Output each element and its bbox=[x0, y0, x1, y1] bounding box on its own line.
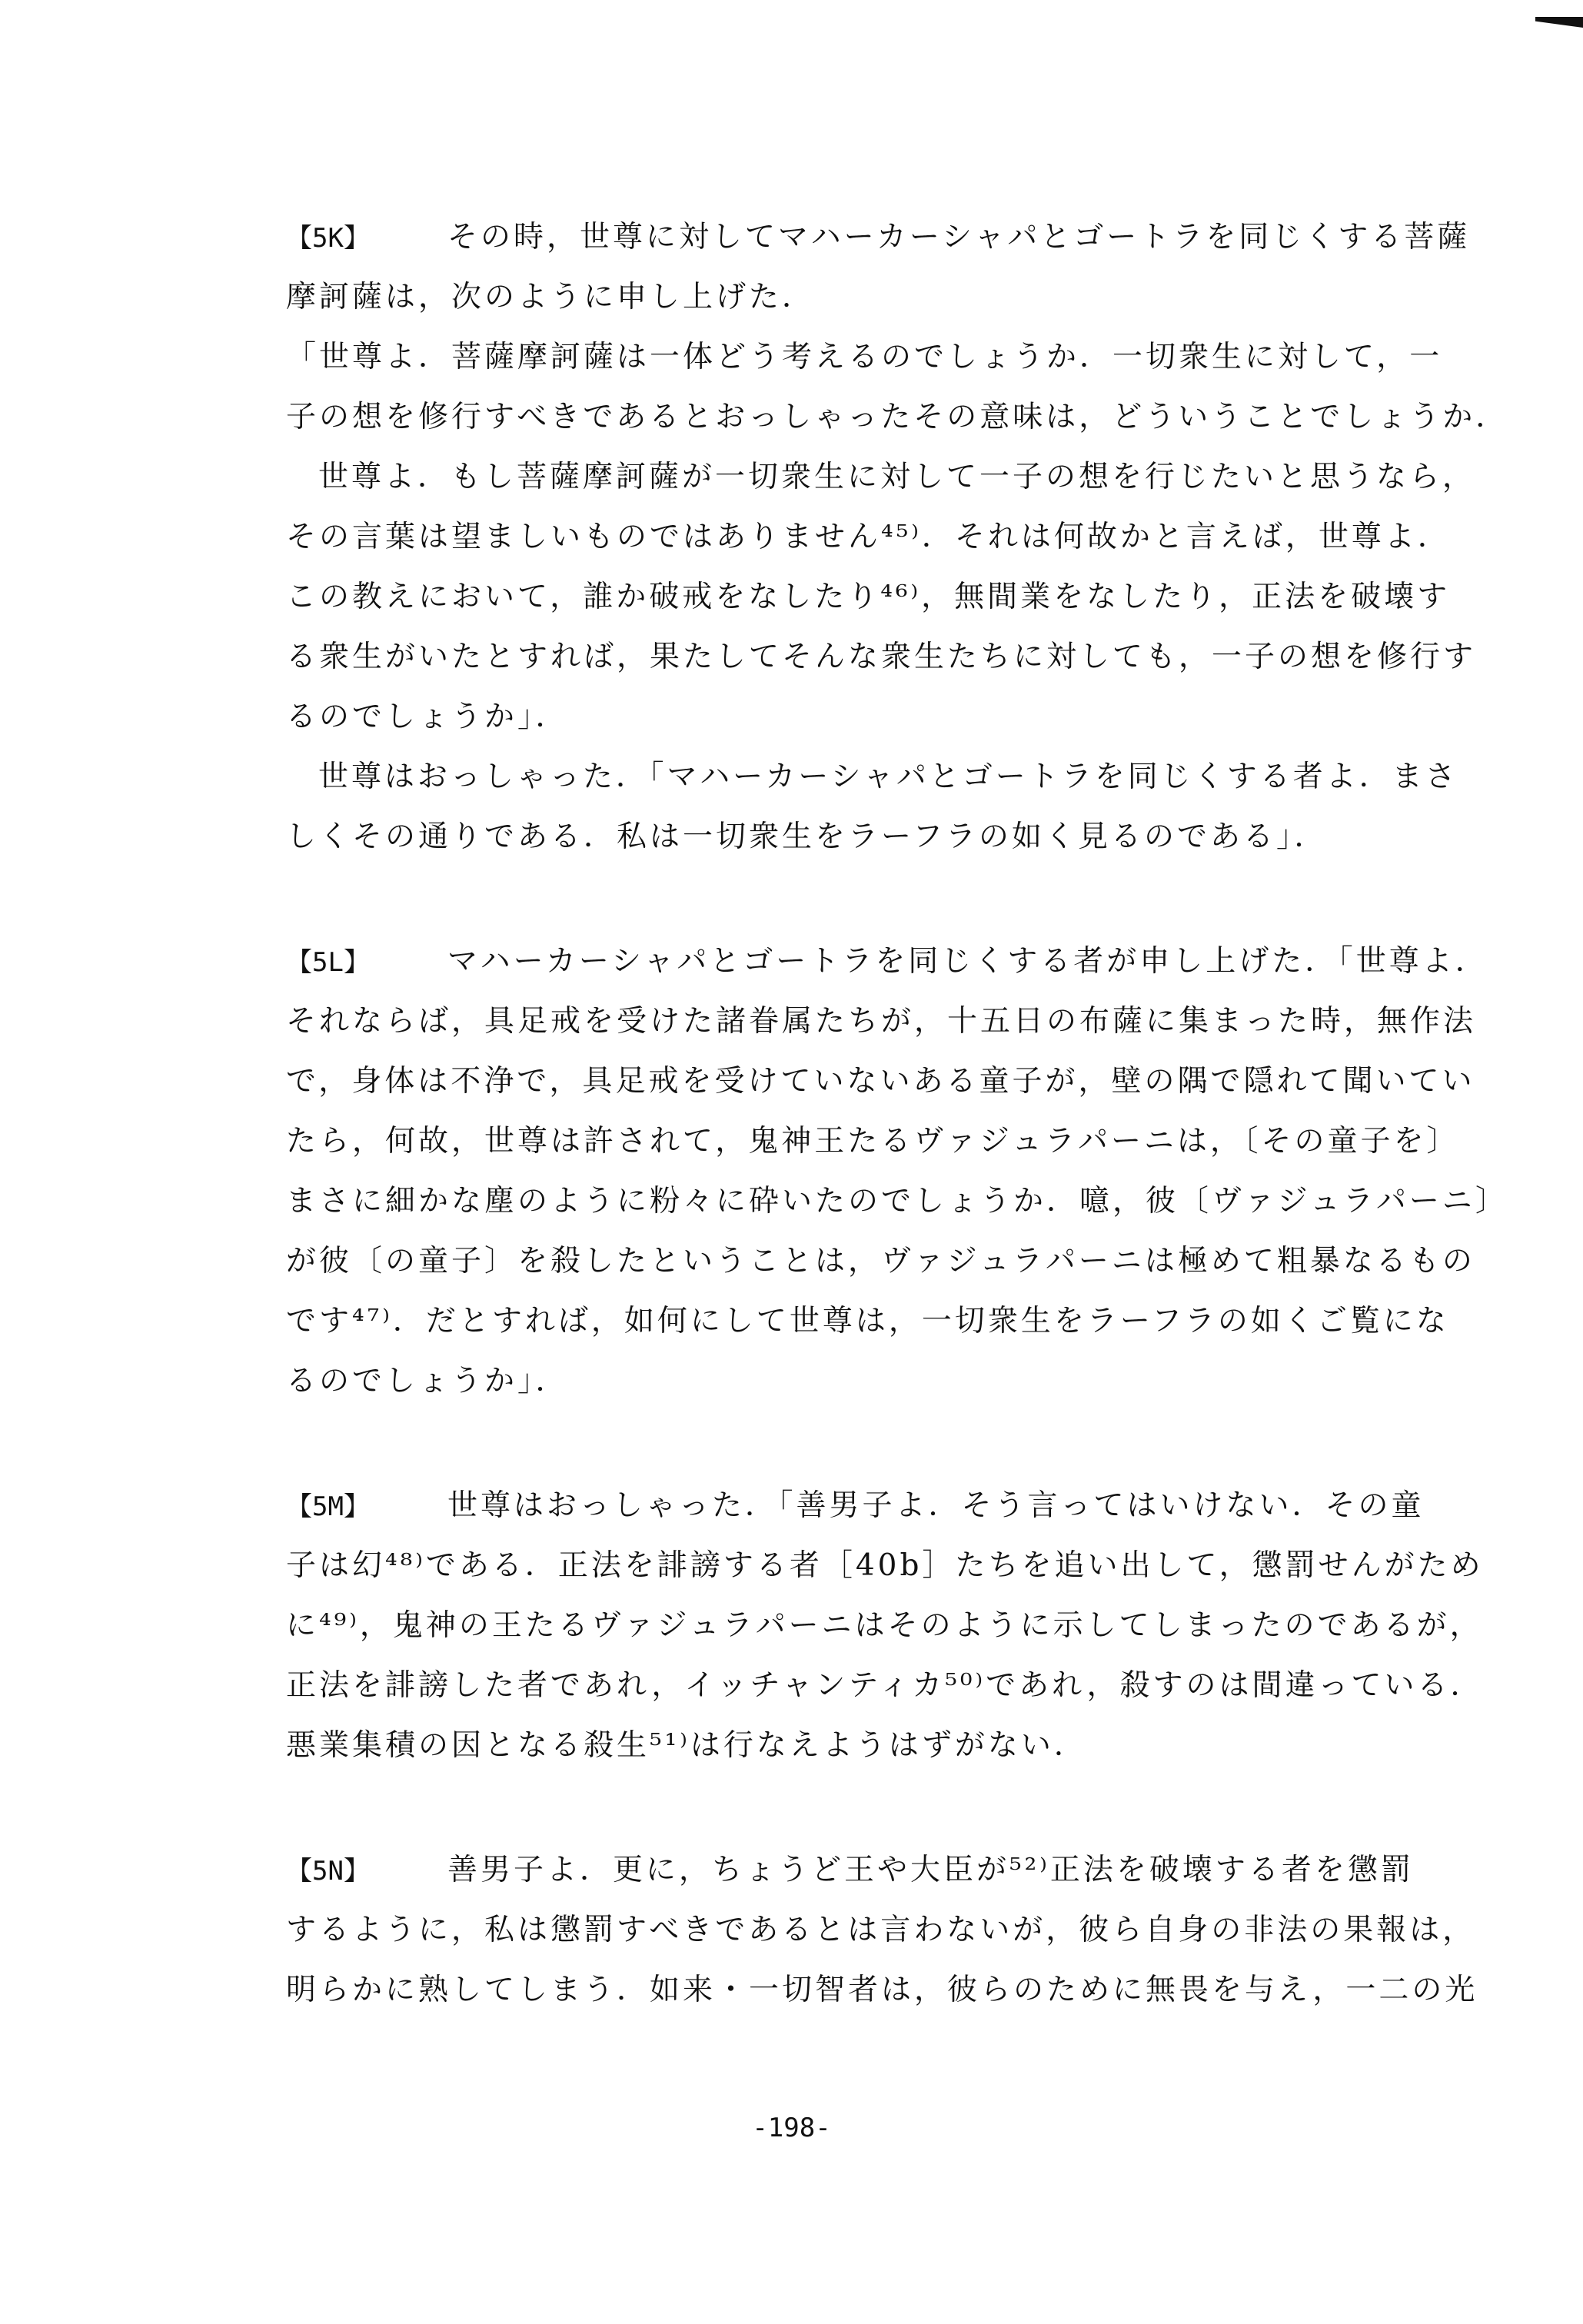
section-first-line: その時，世尊に対してマハーカーシャパとゴートラを同じくする菩薩 bbox=[447, 220, 1471, 254]
document-body bbox=[286, 208, 1509, 2020]
section-first-line: 世尊はおっしゃった．「善男子よ．そう言ってはいけない．その童 bbox=[447, 1488, 1425, 1523]
text-line: 世尊よ．もし菩薩摩訶薩が一切衆生に対して一子の想を行じたいと思うなら， bbox=[318, 460, 1476, 494]
text-line: に⁴⁹⁾，鬼神の王たるヴァジュラパーニはそのように示してしまったのであるが， bbox=[286, 1608, 1483, 1643]
text-line: 世尊はおっしゃった．「マハーカーシャパとゴートラを同じくする者よ．まさ bbox=[318, 760, 1458, 794]
section-gap bbox=[286, 1411, 1485, 1476]
text-line bbox=[286, 1476, 1485, 1536]
section-first-line: 善男子よ．更に，ちょうど王や大臣が⁵²⁾正法を破壊する者を懲罰 bbox=[447, 1853, 1414, 1887]
section-gap bbox=[286, 867, 1485, 932]
text-line: するように，私は懲罰すべきであるとは言わないが，彼ら自身の非法の果報は， bbox=[286, 1913, 1476, 1947]
text-line: 「世尊よ．菩薩摩訶薩は一体どう考えるのでしょうか．一切衆生に対して，一 bbox=[286, 340, 1443, 374]
text-line: 子は幻⁴⁸⁾である．正法を誹謗する者［40b］たちを追い出して，懲罰せんがため bbox=[286, 1548, 1484, 1583]
text-line: まさに細かな塵のように粉々に砕いたのでしょうか．噫，彼〔ヴァジュラパーニ〕 bbox=[286, 1184, 1508, 1219]
text-line: で，身体は不浄で，具足戒を受けていないある童子が，壁の隅で隠れて聞いてい bbox=[286, 1064, 1475, 1099]
text-line bbox=[286, 208, 1485, 268]
page-corner-mark bbox=[1535, 17, 1583, 28]
section-label: 【5L】 bbox=[286, 947, 370, 978]
section-5m bbox=[286, 1476, 1485, 1776]
section-5l bbox=[286, 932, 1508, 1411]
text-line: るのでしょうか」． bbox=[286, 1364, 569, 1398]
page-number: -198- bbox=[752, 2113, 831, 2143]
text-line: 正法を誹謗した者であれ，イッチャンティカ⁵⁰⁾であれ，殺すのは間違っている． bbox=[286, 1668, 1484, 1703]
section-label: 【5K】 bbox=[286, 223, 370, 254]
text-line: 摩訶薩は，次のように申し上げた． bbox=[286, 280, 816, 314]
text-line: るのでしょうか」． bbox=[286, 700, 569, 734]
section-5n bbox=[286, 1840, 1485, 2020]
section-5k bbox=[286, 208, 1509, 867]
text-line: しくその通りである．私は一切衆生をラーフラの如く見るのである」． bbox=[286, 820, 1328, 854]
text-line: たら，何故，世尊は許されて，鬼神王たるヴァジュラパーニは，〔その童子を〕 bbox=[286, 1124, 1460, 1159]
text-line bbox=[286, 1840, 1485, 1900]
section-first-line: マハーカーシャパとゴートラを同じくする者が申し上げた．「世尊よ． bbox=[447, 944, 1488, 979]
section-gap bbox=[286, 1776, 1485, 1840]
text-line bbox=[286, 932, 1488, 992]
text-line: その言葉は望ましいものではありません⁴⁵⁾．それは何故かと言えば，世尊よ． bbox=[286, 520, 1451, 554]
text-line: る衆生がいたとすれば，果たしてそんな衆生たちに対しても，一子の想を修行す bbox=[286, 640, 1477, 674]
text-line: この教えにおいて，誰か破戒をなしたり⁴⁶⁾，無間業をなしたり，正法を破壊す bbox=[286, 580, 1451, 614]
section-label: 【5N】 bbox=[286, 1856, 370, 1887]
text-line: 明らかに熟してしまう．如来・一切智者は，彼らのために無畏を与え，一二の光 bbox=[286, 1973, 1478, 2007]
section-label: 【5M】 bbox=[286, 1491, 370, 1522]
text-line: です⁴⁷⁾．だとすれば，如何にして世尊は，一切衆生をラーフラの如くご覧にな bbox=[286, 1304, 1449, 1338]
text-line: それならば，具足戒を受けた諸眷属たちが，十五日の布薩に集まった時，無作法 bbox=[286, 1004, 1477, 1039]
text-line: 子の想を修行すべきであるとおっしゃったその意味は，どういうことでしょうか． bbox=[286, 400, 1509, 434]
text-line: 悪業集積の因となる殺生⁵¹⁾は行なえようはずがない． bbox=[286, 1728, 1087, 1763]
text-line: が彼〔の童子〕を殺したということは，ヴァジュラパーニは極めて粗暴なるもの bbox=[286, 1244, 1475, 1278]
